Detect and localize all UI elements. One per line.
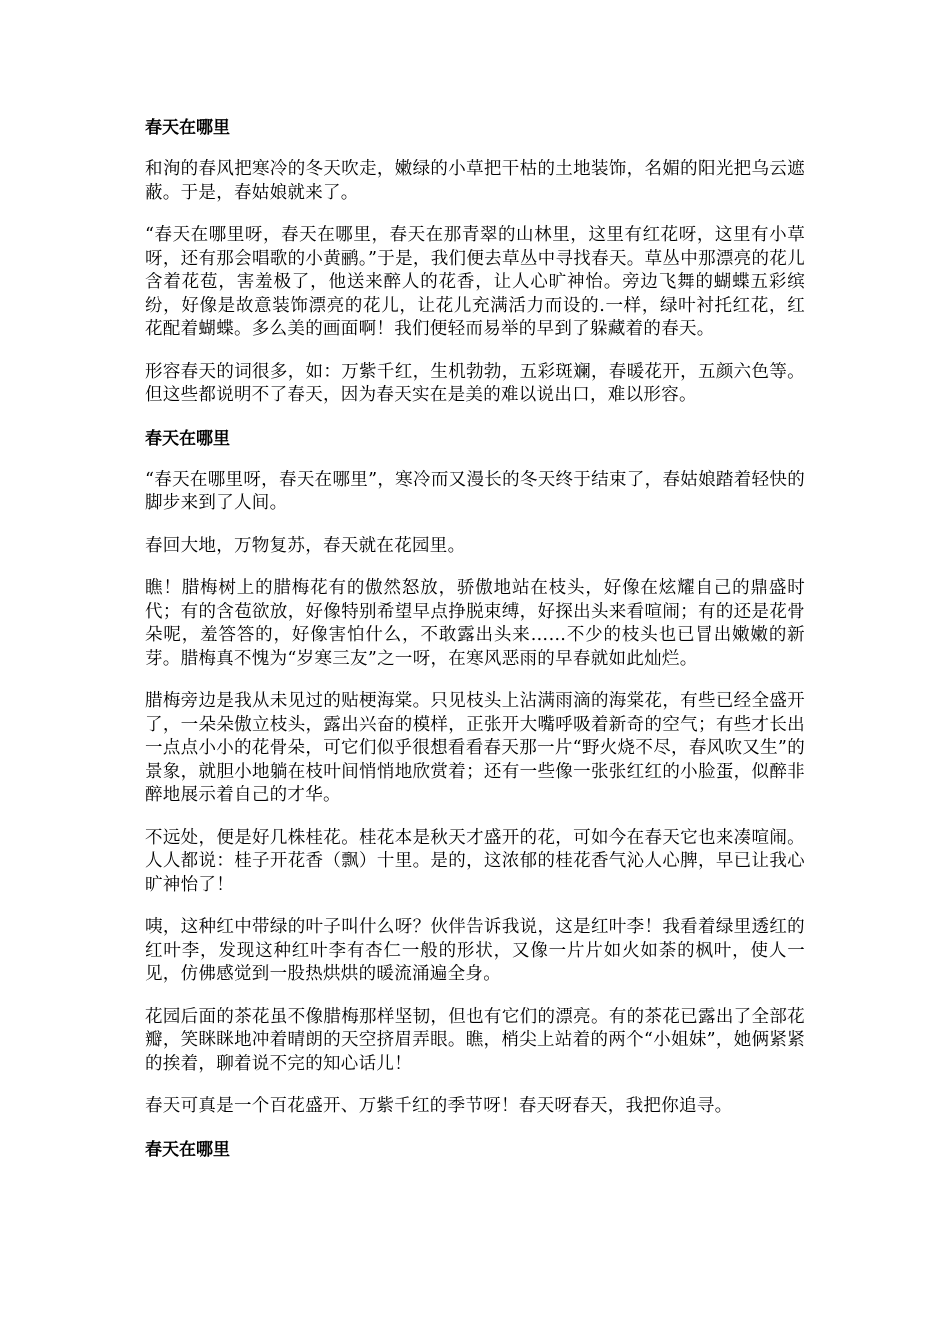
paragraph: 瞧！腊梅树上的腊梅花有的傲然怒放，骄傲地站在枝头，好像在炫耀自己的鼎盛时代；有的含苞欲放，好像特别希望早点挣脱束缚，好探出头来看喧闹；有的还是花骨朵呢，羞答答的，好像害怕什么，不敢露出头来……不少的枝头也已冒出嫩嫩的新芽。腊梅真不愧为“岁寒三友”之一呀，在寒风恶雨的早春就如此灿烂。	[145, 578, 805, 669]
paragraph: 花园后面的茶花虽不像腊梅那样坚韧，但也有它们的漂亮。有的茶花已露出了全部花瓣，笑眯眯地冲着晴朗的天空挤眉弄眼。瞧，梢尖上站着的两个“小姐妹”，她俩紧紧的挨着，聊着说不完的知心话儿！	[145, 1006, 805, 1074]
paragraph: 春天可真是一个百花盛开、万紫千红的季节呀！春天呀春天，我把你追寻。	[145, 1096, 733, 1116]
paragraph: 和洵的春风把寒冷的冬天吹走，嫩绿的小草把干枯的土地装饰，名媚的阳光把乌云遮蔽。于是，春姑娘就来了。	[145, 159, 805, 203]
section-title: 春天在哪里	[145, 118, 230, 138]
section-title: 春天在哪里	[145, 428, 230, 449]
paragraph: 腊梅旁边是我从未见过的贴梗海棠。只见枝头上沾满雨滴的海棠花，有些已经全盛开了，一朵朵傲立枝头，露出兴奋的模样，正张开大嘴呼吸着新奇的空气；有些才长出一点点小小的花骨朵，可它们似乎很想看看春天那一片“野火烧不尽，春风吹又生”的景象，就胆小地躺在枝叶间悄悄地欣赏着；还有一些像一张张红红的小脸蛋，似醉非醉地展示着自己的才华。	[145, 691, 805, 805]
document-page	[145, 116, 805, 1180]
section-title: 春天在哪里	[145, 1139, 230, 1160]
paragraph: 春回大地，万物复苏，春天就在花园里。	[145, 535, 466, 556]
paragraph: 形容春天的词很多，如：万紫千红，生机勃勃，五彩斑斓，春暖花开，五颜六色等。但这些都说明不了春天，因为春天实在是美的难以说出口，难以形容。	[145, 361, 805, 405]
paragraph: 不远处，便是好几株桂花。桂花本是秋天才盛开的花，可如今在春天它也来凑喧闹。人人都说：桂子开花香（飘）十里。是的，这浓郁的桂花香气沁人心脾，早已让我心旷神怡了！	[145, 827, 805, 895]
paragraph: “春天在哪里呀，春天在哪里”，寒冷而又漫长的冬天终于结束了，春姑娘踏着轻快的脚步来到了人间。	[145, 469, 805, 513]
paragraph: “春天在哪里呀，春天在哪里，春天在那青翠的山林里，这里有红花呀，这里有小草呀，还有那会唱歌的小黄鹂。”于是，我们便去草丛中寻找春天。草丛中那漂亮的花儿含着花苞，害羞极了，他送来醉人的花香，让人心旷神怡。旁边飞舞的蝴蝶五彩缤纷，好像是故意装饰漂亮的花儿，让花儿充满活力而设的.一样，绿叶衬托红花，红花配着蝴蝶。多么美的画面啊！我们便轻而易举的早到了躲藏着的春天。	[145, 225, 805, 339]
paragraph: 咦，这种红中带绿的叶子叫什么呀？伙伴告诉我说，这是红叶李！我看着绿里透红的红叶李，发现这种红叶李有杏仁一般的形状，又像一片片如火如荼的枫叶，使人一见，仿佛感觉到一股热烘烘的暖流涌遍全身。	[145, 917, 805, 984]
